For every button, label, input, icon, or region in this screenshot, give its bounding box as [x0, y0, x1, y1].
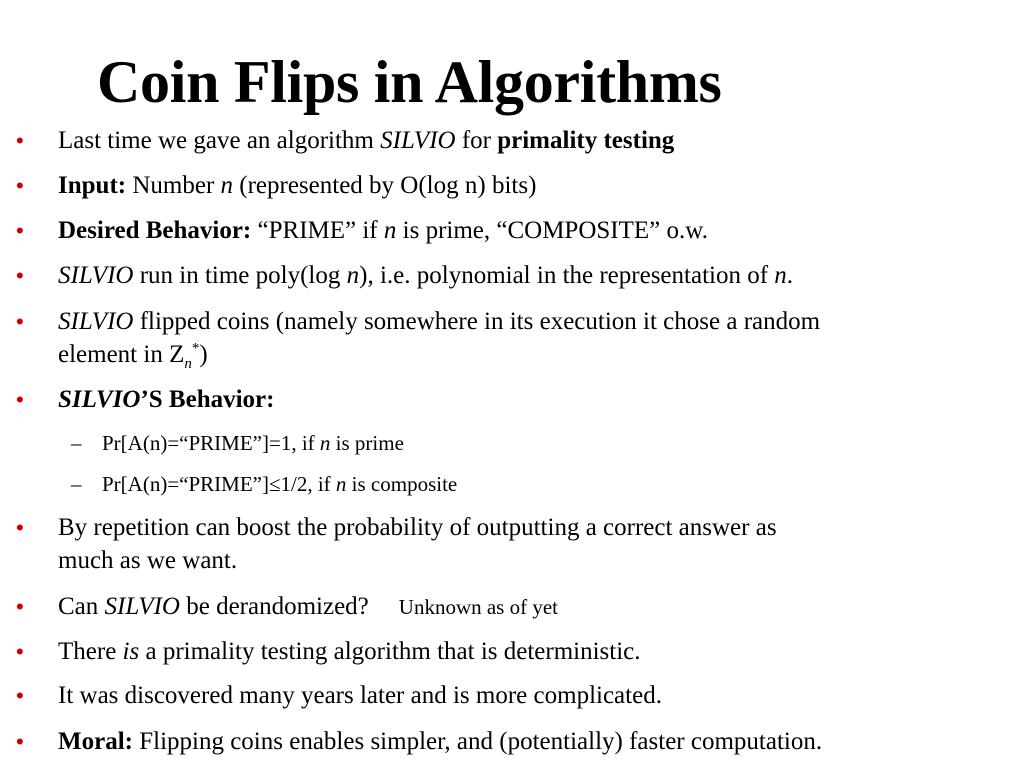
dash-icon: – — [71, 472, 82, 496]
bullet-item-algorithm — [16, 124, 675, 157]
sub-bullet-item-prime — [71, 429, 404, 457]
subscript-n: n — [184, 356, 192, 372]
bullet-text: Can — [58, 593, 105, 620]
bullet-text-italic: SILVIO — [104, 593, 180, 620]
bullet-text: for — [455, 127, 498, 154]
bullet-text: There — [58, 638, 123, 665]
sub-bullet-text-italic: n — [335, 472, 347, 496]
bullet-item-repetition — [16, 511, 777, 577]
slide-title: Coin Flips in Algorithms — [97, 49, 722, 115]
superscript-star: * — [191, 340, 200, 357]
bullet-item-silvio-behavior — [16, 383, 275, 416]
bullet-note: Unknown as of yet — [398, 595, 559, 619]
bullet-icon: • — [16, 387, 24, 412]
bullet-text: flipped coins (namely somewhere in its execution it chose a random — [133, 308, 821, 335]
bullet-text-italic: n — [774, 262, 787, 289]
bullet-icon: • — [16, 173, 24, 198]
bullet-item-deterministic — [16, 635, 641, 668]
bullet-text: “PRIME” if — [251, 217, 384, 244]
sub-bullet-item-composite — [71, 470, 458, 498]
bullet-text-italic: SILVIO — [58, 262, 134, 289]
bullet-icon: • — [16, 128, 24, 153]
sub-bullet-text: is composite — [346, 472, 458, 496]
bullet-item-runtime — [16, 259, 794, 292]
bullet-text: ) — [199, 341, 208, 368]
bullet-item-derandomized — [16, 590, 559, 624]
bullet-text-italic: SILVIO — [380, 127, 456, 154]
bullet-icon: • — [16, 263, 24, 288]
sub-bullet-text: Pr[A(n)=“PRIME”]=1, if — [102, 431, 320, 455]
bullet-text: Last time we gave an algorithm — [58, 127, 381, 154]
bullet-text: . — [786, 262, 794, 289]
bullet-icon: • — [16, 639, 24, 664]
bullet-icon: • — [16, 594, 24, 619]
sub-bullet-text-italic: n — [319, 431, 331, 455]
bullet-text-italic: n — [220, 172, 234, 199]
bullet-text-italic: n — [383, 217, 397, 244]
bullet-text-italic: SILVIO — [58, 308, 134, 335]
bullet-text: is prime, “COMPOSITE” o.w. — [396, 217, 708, 244]
bullet-text-bold: Desired Behavior: — [58, 217, 252, 244]
bullet-icon: • — [16, 309, 24, 334]
bullet-icon: • — [16, 218, 24, 243]
bullet-icon: • — [16, 729, 24, 754]
sub-bullet-text: Pr[A(n)=“PRIME”]≤1/2, if — [102, 472, 336, 496]
dash-icon: – — [71, 431, 82, 455]
bullet-item-input — [16, 169, 537, 202]
bullet-text: be derandomized? — [179, 593, 369, 620]
sub-bullet-text: is prime — [330, 431, 404, 455]
bullet-text-bold: primality testing — [497, 127, 675, 154]
bullet-icon: • — [16, 683, 24, 708]
bullet-text-bold: Moral: — [58, 728, 133, 755]
bullet-text: much as we want. — [58, 547, 238, 574]
bullet-text: Flipping coins enables simpler, and (potentially) faster computation. — [132, 728, 823, 755]
bullet-text: By repetition can boost the probability of outputting a correct answer as — [58, 514, 777, 541]
bullet-text: a primality testing algorithm that is deterministic. — [139, 638, 641, 665]
bullet-text-italic: is — [122, 638, 140, 665]
bullet-item-desired-behavior — [16, 214, 708, 247]
bullet-item-moral — [16, 725, 823, 758]
bullet-text: It was discovered many years later and is more complicated. — [58, 682, 662, 709]
bullet-text: Number — [126, 172, 221, 199]
bullet-text: ), i.e. polynomial in the representation of — [359, 262, 775, 289]
bullet-text-bold: Input: — [58, 172, 127, 199]
bullet-text: (represented by O(log n) bits) — [233, 172, 537, 199]
bullet-text: run in time poly(log — [133, 262, 347, 289]
bullet-item-flipped-coins — [16, 305, 821, 372]
bullet-text-italic: n — [346, 262, 360, 289]
bullet-icon: • — [16, 515, 24, 540]
bullet-text-bold-italic: SILVIO — [58, 386, 141, 413]
bullet-item-discovered — [16, 679, 662, 712]
bullet-text-bold: ’S Behavior: — [140, 386, 275, 413]
bullet-text: element in Z — [58, 341, 185, 368]
